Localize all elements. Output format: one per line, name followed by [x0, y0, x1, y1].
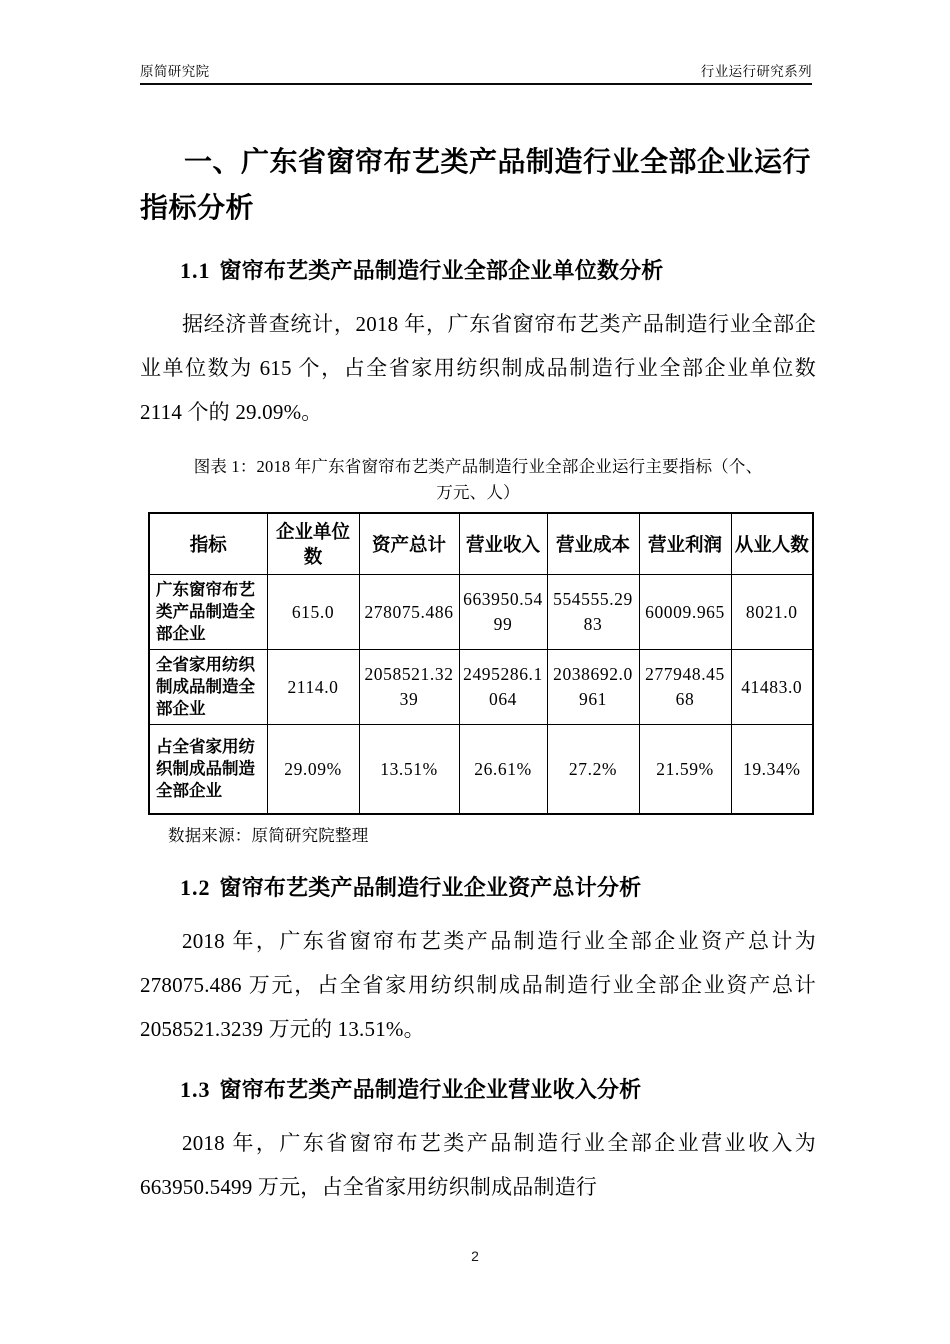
section-heading-1-1	[140, 254, 816, 288]
column-header-indicator: 指标	[149, 513, 267, 575]
cell-revenue: 26.61%	[459, 725, 547, 815]
row-label: 占全省家用纺织制成品制造全部企业	[149, 725, 267, 815]
section-title-1-2: 窗帘布艺类产品制造行业企业资产总计分析	[219, 875, 642, 900]
section-number-1-3: 1.3	[180, 1077, 211, 1102]
page-title: 一、广东省窗帘布艺类产品制造行业全部企业运行指标分析	[140, 147, 812, 224]
header-divider	[140, 83, 812, 85]
section-heading-1-2	[140, 871, 816, 905]
cell-employees: 41483.0	[731, 650, 813, 725]
cell-cost: 27.2%	[547, 725, 639, 815]
column-header-employees: 从业人数	[731, 513, 813, 575]
page-footer	[0, 1248, 950, 1264]
table-header-row	[149, 513, 813, 575]
column-header-cost: 营业成本	[547, 513, 639, 575]
cell-profit: 277948.4568	[639, 650, 731, 725]
section-paragraph-1-3: 2018 年，广东省窗帘布艺类产品制造行业全部企业营业收入为 663950.5499 万元，占全省家用纺织制成品制造行	[140, 1131, 816, 1199]
indicators-table	[148, 512, 814, 815]
figure-caption	[140, 454, 816, 506]
section-heading-1-3	[140, 1073, 816, 1107]
column-header-revenue: 营业收入	[459, 513, 547, 575]
cell-employees: 19.34%	[731, 725, 813, 815]
table-row	[149, 725, 813, 815]
column-header-profit: 营业利润	[639, 513, 731, 575]
table-row	[149, 650, 813, 725]
section-paragraph-1-2: 2018 年，广东省窗帘布艺类产品制造行业全部企业资产总计为 278075.486 万元，占全省家用纺织制成品制造行业全部企业资产总计 2058521.3239 万元的 13.51%。	[140, 929, 816, 1041]
cell-assets: 2058521.3239	[359, 650, 459, 725]
cell-employees: 8021.0	[731, 575, 813, 650]
cell-assets: 278075.486	[359, 575, 459, 650]
column-header-assets: 资产总计	[359, 513, 459, 575]
section-title-1-3: 窗帘布艺类产品制造行业企业营业收入分析	[219, 1077, 642, 1102]
data-source-note: 数据来源：原简研究院整理	[168, 826, 369, 845]
section-number-1-1: 1.1	[180, 258, 211, 283]
running-header-row	[140, 64, 812, 83]
cell-units: 615.0	[267, 575, 359, 650]
table-row	[149, 575, 813, 650]
cell-revenue: 2495286.1064	[459, 650, 547, 725]
cell-profit: 21.59%	[639, 725, 731, 815]
header-right-text: 行业运行研究系列	[700, 64, 812, 79]
running-header	[140, 64, 812, 94]
header-left-text: 原简研究院	[140, 64, 210, 79]
figure-caption-line-1: 图表 1：2018 年广东省窗帘布艺类产品制造行业全部企业运行主要指标（个、	[193, 457, 763, 476]
cell-units: 2114.0	[267, 650, 359, 725]
cell-units: 29.09%	[267, 725, 359, 815]
section-number-1-2: 1.2	[180, 875, 211, 900]
column-header-units: 企业单位数	[267, 513, 359, 575]
cell-cost: 554555.2983	[547, 575, 639, 650]
cell-revenue: 663950.5499	[459, 575, 547, 650]
cell-profit: 60009.965	[639, 575, 731, 650]
document-body	[140, 120, 816, 1209]
figure-caption-line-2: 万元、人）	[436, 483, 520, 502]
cell-assets: 13.51%	[359, 725, 459, 815]
section-title-1-1: 窗帘布艺类产品制造行业全部企业单位数分析	[219, 258, 664, 283]
row-label: 广东窗帘布艺类产品制造全部企业	[149, 575, 267, 650]
row-label: 全省家用纺织制成品制造全部企业	[149, 650, 267, 725]
cell-cost: 2038692.0961	[547, 650, 639, 725]
page-number: 2	[471, 1248, 479, 1264]
section-paragraph-1-1: 据经济普查统计，2018 年，广东省窗帘布艺类产品制造行业全部企业单位数为 615 个，占全省家用纺织制成品制造行业全部企业单位数 2114 个的 29.09%。	[140, 312, 816, 424]
